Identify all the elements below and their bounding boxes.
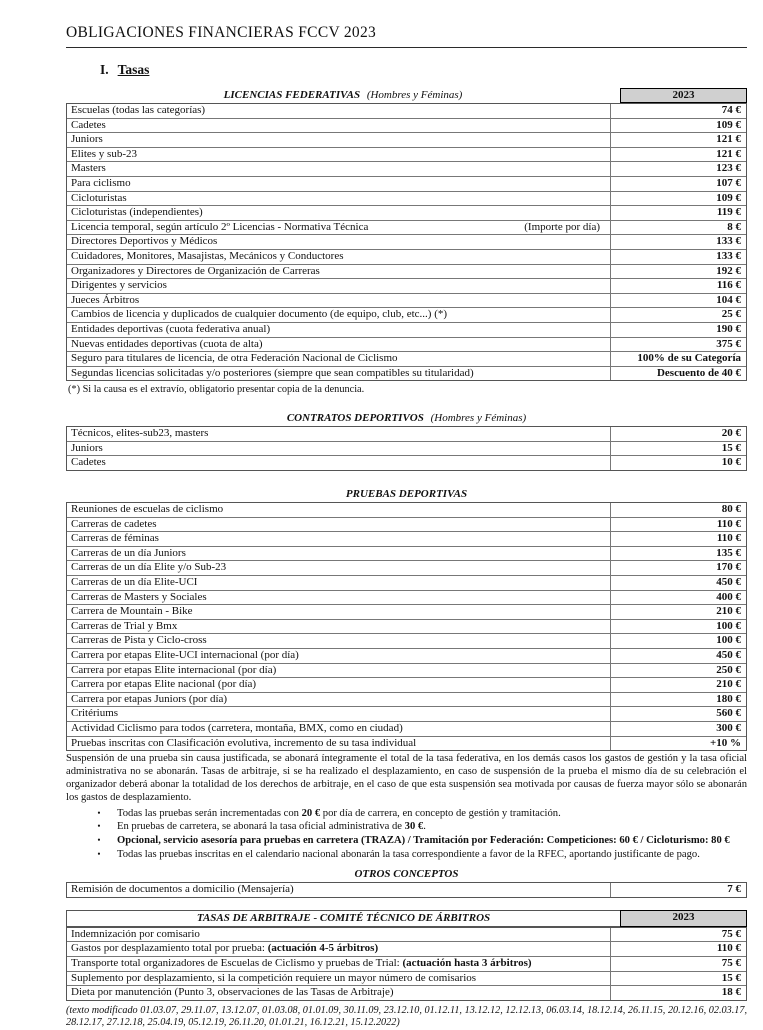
row-value: 80 € [610, 503, 746, 517]
row-value: 18 € [610, 986, 746, 1000]
row-value: 180 € [610, 693, 746, 707]
modification-footer: (texto modificado 01.03.07, 29.11.07, 13.12.07, 01.03.08, 01.01.09, 30.11.09, 23.12.10, 01.12.11, 13.12.12, 12.12.13, 06.03.14, 18.12.14, 26.11.15, 20.12.16, 02.03.17, 28.12.17, 27.12.18, 25.04.19, 05.12.19, 26.11.20, 01.01.21, 16.12.21, 15.12.2022) [66, 1004, 747, 1029]
row-value: 7 € [610, 883, 746, 897]
table-row [67, 338, 746, 353]
row-value: 104 € [610, 294, 746, 308]
table-row [67, 722, 746, 737]
row-label: Carreras de un día Elite y/o Sub-23 [71, 561, 227, 574]
table-row [67, 883, 746, 897]
row-label: Suplemento por desplazamiento, si la competición requiere un mayor número de comisarios [71, 971, 477, 984]
row-label: Entidades deportivas (cuota federativa anual) [71, 322, 271, 335]
table-row [67, 119, 746, 134]
row-label-note: (Importe por día) [524, 220, 600, 233]
pruebas-body [66, 502, 747, 751]
bullet-item [66, 807, 747, 821]
table-row [67, 532, 746, 547]
table-row [67, 503, 746, 518]
row-value: 100% de su Categoría [610, 352, 746, 366]
table-row [67, 561, 746, 576]
row-label: Carrera por etapas Elite internacional (por día) [71, 663, 277, 676]
row-value: 110 € [610, 942, 746, 956]
otros-header [66, 867, 747, 882]
row-value: 250 € [610, 664, 746, 678]
year-header-cell: 2023 [620, 910, 747, 927]
row-value: 119 € [610, 206, 746, 220]
row-label: Carreras de Trial y Bmx [71, 619, 178, 632]
table-row [67, 235, 746, 250]
otros-body [66, 882, 747, 898]
row-value: 450 € [610, 649, 746, 663]
row-label: Licencia temporal, según artículo 2º Licencias - Normativa Técnica (Importe por día) [67, 221, 610, 235]
table-row [67, 148, 746, 163]
contratos-table [66, 411, 747, 471]
row-label: Segundas licencias solicitadas y/o posteriores (siempre que sean compatibles su titularidad) [71, 366, 474, 379]
table-row [67, 352, 746, 367]
row-value: 15 € [610, 442, 746, 456]
row-label: Dirigentes y servicios [71, 279, 167, 292]
row-label: Transporte total organizadores de Escuelas de Ciclismo y pruebas de Trial: (actuación hasta 3 árbitros) [71, 956, 532, 969]
row-label: Directores Deportivos y Médicos [71, 235, 218, 248]
notes-bullets [66, 807, 747, 861]
licencias-title: LICENCIAS FEDERATIVAS (Hombres y Féminas) [223, 89, 463, 101]
row-label: Elites y sub-23 [71, 147, 137, 160]
bullet-text: En pruebas de carretera, se abonará la tasa oficial administrativa de 30 €. [117, 821, 426, 833]
bullet-text: Todas las pruebas inscritas en el calendario nacional abonarán la tasa correspondiente a favor de la RFEC, aportando justificante de pago. [117, 848, 700, 860]
row-label: Escuelas (todas las categorías) [71, 104, 206, 116]
row-label: Cambios de licencia y duplicados de cualquier documento (de equipo, club, etc...) (*) [71, 308, 448, 321]
row-label: Carreras de un día Elite-UCI [71, 576, 198, 589]
row-label: Carreras de féminas [71, 532, 159, 545]
otros-title: OTROS CONCEPTOS [354, 868, 459, 881]
row-label: Carrera de Mountain - Bike [71, 605, 193, 618]
row-label: Cicloturistas (independientes) [71, 206, 203, 219]
table-row [67, 265, 746, 280]
licencias-table [66, 88, 747, 381]
table-row [67, 664, 746, 679]
row-value: 100 € [610, 620, 746, 634]
row-label: Cicloturistas [71, 191, 127, 204]
table-row [67, 442, 746, 457]
row-label: Critériums [71, 707, 119, 720]
licencias-header [66, 88, 747, 103]
pruebas-title: PRUEBAS DEPORTIVAS [345, 488, 468, 501]
row-value: 75 € [610, 957, 746, 971]
table-row [67, 649, 746, 664]
table-row [67, 972, 746, 987]
row-value: 135 € [610, 547, 746, 561]
row-value: 300 € [610, 722, 746, 736]
table-row [67, 294, 746, 309]
row-label: Cadetes [71, 456, 106, 469]
row-value: 450 € [610, 576, 746, 590]
contratos-title-note: (Hombres y Féminas) [430, 412, 527, 425]
bullet-text: Opcional, servicio asesoría para pruebas en carretera (TRAZA) / Tramitación por Federación: Competiciones: 60 € / Cicloturismo: 80 € [117, 834, 730, 846]
row-label: Carreras de Masters y Sociales [71, 590, 207, 603]
row-label: Nuevas entidades deportivas (cuota de alta) [71, 337, 263, 350]
suspension-paragraph: Suspensión de una prueba sin causa justificada, se abonará íntegramente el total de la tasa federativa, en los demás casos los gastos de gestión y la tasa oficial administrativa no se abonarán. Tasas de arbitraje, si se ha realizado el desplazamiento, en caso de suspensión de la prueba el mismo día de su celebración el organizador deberá abonar la totalidad de los derechos de arbitraje, en el caso de que esta suspensión sea motivada por causas de fuerza mayor sólo se abonarán los gastos de desplazamiento. [66, 753, 747, 803]
table-row [67, 104, 746, 119]
row-value: 74 € [610, 104, 746, 118]
bullet-item [66, 848, 747, 862]
row-label: Jueces Árbitros [71, 293, 140, 306]
row-label: Remisión de documentos a domicilio (Mensajería) [71, 883, 294, 896]
section-heading [100, 62, 747, 78]
row-label: Técnicos, elites-sub23, masters [71, 427, 209, 440]
row-value: 20 € [610, 427, 746, 441]
table-row [67, 693, 746, 708]
arbitraje-header [66, 910, 747, 927]
table-row [67, 518, 746, 533]
row-label: Actividad Ciclismo para todos (carretera, montaña, BMX, como en ciudad) [71, 721, 403, 734]
table-row [67, 323, 746, 338]
row-value: 121 € [610, 133, 746, 147]
section-number: I. [100, 62, 109, 77]
row-value: 123 € [610, 162, 746, 176]
row-label: Carrera por etapas Elite-UCI internacional (por día) [71, 649, 299, 661]
row-label: Gastos por desplazamiento total por prueba: (actuación 4-5 árbitros) [71, 942, 379, 955]
row-value: 110 € [610, 532, 746, 546]
table-row [67, 942, 746, 957]
row-value: +10 % [610, 737, 746, 751]
row-label: Carrera por etapas Juniors (por día) [71, 692, 228, 705]
table-row [67, 162, 746, 177]
table-row [67, 576, 746, 591]
bullet-text: Todas las pruebas serán incrementadas con 20 € por día de carrera, en concepto de gestión y tramitación. [117, 807, 561, 819]
table-row [67, 221, 746, 236]
row-label: Indemnización por comisario [71, 927, 200, 940]
row-value: Descuento de 40 € [610, 367, 746, 381]
bullet-icon: • [97, 848, 101, 859]
row-label: Juniors [71, 441, 103, 454]
bullet-icon: • [97, 834, 101, 845]
table-row [67, 206, 746, 221]
row-value: 170 € [610, 561, 746, 575]
licencias-body [66, 103, 747, 381]
table-row [67, 707, 746, 722]
contratos-body [66, 426, 747, 471]
table-row [67, 957, 746, 972]
row-value: 375 € [610, 338, 746, 352]
row-value: 75 € [610, 928, 746, 942]
row-label: Carrera por etapas Elite nacional (por día) [71, 678, 257, 691]
row-value: 400 € [610, 591, 746, 605]
table-row [67, 547, 746, 562]
row-label: Pruebas inscritas con Clasificación evolutiva, incremento de su tasa individual [71, 736, 417, 749]
row-label: Cadetes [71, 118, 106, 131]
row-value: 100 € [610, 634, 746, 648]
row-label: Carreras de cadetes [71, 517, 157, 530]
row-value: 192 € [610, 265, 746, 279]
row-label: Cuidadores, Monitores, Masajistas, Mecánicos y Conductores [71, 249, 344, 262]
row-value: 109 € [610, 192, 746, 206]
table-row [67, 928, 746, 943]
contratos-title: CONTRATOS DEPORTIVOS (Hombres y Féminas) [286, 412, 527, 425]
arbitraje-title: TASAS DE ARBITRAJE - COMITÉ TÉCNICO DE ÁRBITROS [66, 910, 620, 927]
table-row [67, 177, 746, 192]
row-value: 110 € [610, 518, 746, 532]
row-value: 107 € [610, 177, 746, 191]
row-value: 121 € [610, 148, 746, 162]
section-title: Tasas [117, 62, 150, 77]
table-row [67, 279, 746, 294]
table-row [67, 591, 746, 606]
row-value: 190 € [610, 323, 746, 337]
table-row [67, 456, 746, 470]
table-row [67, 678, 746, 693]
row-value: 8 € [610, 221, 746, 235]
licencias-footnote: (*) Si la causa es el extravío, obligatorio presentar copia de la denuncia. [68, 384, 365, 396]
pruebas-header [66, 487, 747, 502]
bullet-item [66, 834, 747, 848]
row-value: 10 € [610, 456, 746, 470]
table-row [67, 250, 746, 265]
row-value: 133 € [610, 250, 746, 264]
licencias-title-note: (Hombres y Féminas) [366, 89, 463, 101]
row-value: 133 € [610, 235, 746, 249]
year-header-cell: 2023 [620, 88, 747, 103]
table-row [67, 192, 746, 207]
row-value: 116 € [610, 279, 746, 293]
row-label: Masters [71, 162, 106, 175]
row-label: Dieta por manutención (Punto 3, observaciones de las Tasas de Arbitraje) [71, 986, 394, 999]
row-label: Carreras de Pista y Ciclo-cross [71, 634, 207, 647]
row-value: 210 € [610, 605, 746, 619]
row-label: Para ciclismo [71, 176, 131, 189]
row-label: Juniors [71, 133, 103, 146]
arbitraje-table [66, 910, 747, 1001]
row-value: 210 € [610, 678, 746, 692]
pruebas-table [66, 487, 747, 751]
table-row [67, 308, 746, 323]
contratos-header [66, 411, 747, 426]
row-value: 109 € [610, 119, 746, 133]
table-row [67, 605, 746, 620]
table-row [67, 634, 746, 649]
table-row [67, 133, 746, 148]
row-label: Carreras de un día Juniors [71, 546, 186, 559]
row-label: Reuniones de escuelas de ciclismo [71, 503, 224, 516]
row-value: 560 € [610, 707, 746, 721]
row-value: 25 € [610, 308, 746, 322]
table-row [67, 367, 746, 381]
bullet-item [66, 820, 747, 834]
table-row [67, 986, 746, 1000]
arbitraje-body [66, 927, 747, 1001]
table-row [67, 427, 746, 442]
table-row [67, 620, 746, 635]
row-label: Seguro para titulares de licencia, de otra Federación Nacional de Ciclismo [71, 352, 398, 365]
bullet-icon: • [97, 821, 101, 832]
bullet-icon: • [97, 807, 101, 818]
otros-table [66, 867, 747, 898]
row-value: 15 € [610, 972, 746, 986]
row-label: Organizadores y Directores de Organización de Carreras [71, 264, 320, 277]
table-row [67, 737, 746, 751]
page-title: OBLIGACIONES FINANCIERAS FCCV 2023 [66, 24, 747, 48]
